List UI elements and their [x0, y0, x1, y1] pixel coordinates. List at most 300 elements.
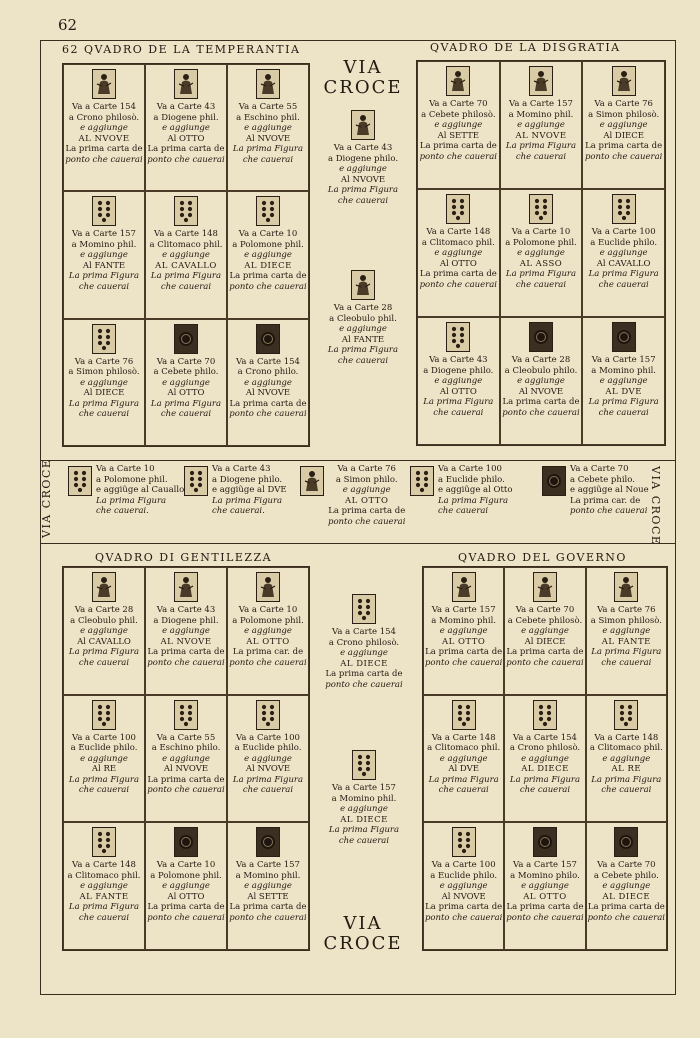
entry-line: Va a Carte 70 [515, 605, 575, 615]
entry-line: che cauerai [338, 835, 390, 846]
entry-line: La prima Figura [68, 647, 140, 657]
entry-line: ponto che cauerai [584, 151, 663, 162]
entry-line: Al SETTE [437, 130, 479, 141]
pip-card-icon [68, 466, 92, 496]
entry-line: ponto che cauerai [229, 912, 307, 923]
entry-line: La prima carta de [425, 902, 503, 913]
entry-line: che cauerai [433, 407, 484, 418]
figure-card-icon [452, 572, 476, 602]
entry-line: a Momino phil. [431, 615, 497, 626]
entry-line: a Momino philo. [510, 870, 580, 881]
entry-line: a Diogene phil. [153, 615, 219, 626]
quadrant-cell [500, 61, 583, 189]
entry-line: a Cebete philo. [593, 870, 659, 881]
quadrant-cell [582, 61, 665, 189]
entry-line: Va a Carte 100 [591, 227, 656, 237]
pip-card-icon [452, 700, 476, 730]
pip-card-icon [352, 750, 376, 780]
entry-line: Al NVOVE [245, 764, 291, 775]
entry-line: AL CAVALLO [155, 260, 217, 271]
entry-line: e aggiunge [162, 250, 210, 261]
figure-card-icon [92, 69, 116, 99]
entry-line: Va a Carte 70 [156, 356, 216, 367]
coin-card-icon [529, 322, 553, 352]
quadrant-title: QVADRO DI GENTILEZZA [95, 551, 273, 564]
entry-line: AL DIECE [340, 658, 388, 669]
entry-line: ponto che cauerai [147, 785, 225, 796]
entry-line: La prima Figura [68, 774, 140, 785]
entry-line: a Diogene philo. [327, 153, 399, 164]
entry-line: AL NVOVE [515, 130, 567, 141]
entry-line: ponto che cauerai [229, 409, 307, 420]
entry-line: Va a Carte 100 [236, 732, 300, 743]
pip-card-icon [446, 194, 470, 224]
band-entry [410, 464, 512, 517]
coin-card-icon [256, 324, 280, 354]
entry-line: Va a Carte 70 [570, 464, 629, 474]
entry-line: e aggiunge [342, 485, 391, 495]
entry-line: La prima carta de [506, 647, 584, 657]
coin-card-icon [174, 324, 198, 354]
entry-line: e aggiunge [434, 120, 483, 130]
figure-card-icon [614, 572, 638, 602]
entry-line: La prima carta de [147, 647, 225, 657]
entry-line: La prima carta de [425, 647, 503, 657]
figure-card-icon [92, 572, 116, 602]
pip-card-icon [614, 700, 638, 730]
quadrant-cell [63, 567, 145, 695]
entry-line: AL FANTE [79, 891, 129, 902]
entry-line: che cauerai [337, 195, 389, 206]
entry-line: Va a Carte 28 [74, 605, 134, 615]
entry-line: a Clitomaco phil. [427, 743, 501, 754]
entry-line: e aggiunge [244, 626, 292, 636]
entry-line: e aggiunge [80, 377, 128, 388]
entry-line: Al NVOVE [518, 386, 564, 397]
entry-line: e aggiunge [244, 123, 292, 133]
pip-card-icon [452, 827, 476, 857]
entry-line: ponto che cauerai [325, 679, 403, 690]
entry-line: La prima Figura [588, 397, 659, 407]
entry-line: Va a Carte 43 [212, 464, 271, 474]
entry-line: La prima carta de [229, 902, 307, 913]
entry-line: e aggiunge [521, 881, 569, 892]
entry-line: Al DIECE [83, 388, 125, 399]
band-entry [542, 464, 649, 517]
entry-line: che cauerai [78, 912, 130, 923]
entry-line: ponto che cauerai [419, 151, 498, 162]
entry-line: a Diogene philo. [423, 365, 494, 376]
entry-line: ponto che cauerai [229, 281, 307, 292]
entry-line: che cauerai [242, 785, 294, 796]
entry-line: e aggiunge [517, 248, 565, 258]
quadrant-cell [63, 191, 145, 318]
entry-line: Al FANTE [341, 334, 385, 345]
pip-card-icon [92, 196, 116, 226]
entry-line: e aggiunge [434, 248, 483, 258]
entry-line: e aggiunge [599, 376, 648, 386]
entry-line: a Euclide philo. [590, 237, 658, 248]
entry-line: Al CAVALLO [77, 636, 131, 647]
pip-card-icon [446, 322, 470, 352]
quadrant-cell [63, 822, 145, 950]
quadrant-cell [145, 822, 227, 950]
entry-line: a Clitomaco phil. [589, 743, 663, 754]
croce-word: CROCE [323, 77, 403, 98]
entry-line: Al NVOVE [340, 174, 386, 185]
figure-card-icon [612, 66, 636, 96]
entry-line: La prima Figura [327, 185, 399, 195]
quadrant-cell [145, 567, 227, 695]
entry-line: Va a Carte 10 [511, 227, 571, 237]
entry-line: La prima carta de [506, 902, 584, 913]
entry-line: a Eschino phil. [236, 112, 300, 123]
croce-word: CROCE [323, 933, 403, 954]
entry-line: Va a Carte 148 [431, 732, 496, 743]
entry-line: e aggiunge [602, 626, 651, 636]
entry-line: e aggiunge [439, 753, 488, 764]
quadrant-cell [63, 695, 145, 823]
quadrant-disgratia [416, 60, 666, 446]
entry-line: La prima Figura [505, 269, 577, 279]
pip-card-icon [92, 700, 116, 730]
entry-line: a Polomone phil. [232, 239, 304, 250]
entry-line: e aggiunge [339, 164, 387, 174]
entry-line: Va a Carte 154 [332, 627, 396, 637]
entry-line: che cauerai [438, 785, 489, 796]
quadrant-cell [586, 822, 667, 950]
entry-line: Al DIECE [524, 636, 566, 647]
entry-line: La prima carta de [65, 144, 143, 154]
entry-line: La prima Figura [232, 774, 304, 785]
entry-line: AL DIECE [521, 764, 569, 775]
quadrant-cell [504, 695, 585, 823]
entry-line: e aggiũge al Noue [570, 485, 649, 495]
quadrant-title: 62 QVADRO DE LA TEMPERANTIA [62, 43, 301, 56]
entry-line: che cauerai [601, 657, 652, 668]
entry-line: Al OTTO [167, 388, 205, 399]
entry-line: AL NVOVE [160, 636, 212, 647]
coin-card-icon [612, 322, 636, 352]
entry-line: Al OTTO [167, 891, 205, 902]
entry-line: Va a Carte 157 [431, 605, 496, 615]
entry-line: La prima Figura [232, 144, 304, 154]
entry-line: La prima Figura [150, 398, 222, 409]
entry-line: Al DIECE [603, 130, 644, 141]
entry-line: Va a Carte 76 [337, 464, 396, 474]
entry-line: Al RE [91, 764, 117, 775]
entry-line: La prima carta de [147, 902, 225, 913]
entry-line: e aggiunge [162, 626, 210, 636]
entry-line: e aggiunge [244, 881, 292, 892]
entry-line: La prima Figura [68, 271, 140, 282]
center-entry [315, 270, 411, 366]
entry-line: Va a Carte 10 [238, 229, 298, 240]
entry-line: ponto che cauerai [570, 506, 648, 516]
entry-line: Va a Carte 76 [597, 605, 656, 615]
entry-line: e aggiunge [244, 250, 292, 261]
figure-card-icon [174, 572, 198, 602]
entry-line: a Momino phil. [331, 793, 397, 804]
entry-line: a Cleobulo phil. [329, 313, 397, 324]
entry-line: Al NVOVE [441, 891, 486, 902]
entry-line: Va a Carte 157 [236, 860, 300, 871]
entry-line: a Clitomaco phil. [67, 870, 141, 881]
entry-line: La prima car. de [232, 647, 304, 657]
entry-line: Va a Carte 10 [96, 464, 155, 474]
coin-card-icon [614, 827, 638, 857]
entry-line: La prima Figura [96, 495, 167, 506]
entry-line: Al OTTO [167, 133, 205, 144]
entry-line: La prima carta de [147, 144, 225, 154]
entry-line: e aggiunge [162, 753, 210, 764]
entry-line: che cauerai [515, 151, 567, 162]
entry-line: e aggiunge [80, 123, 128, 133]
entry-line: a Momino phil. [508, 109, 574, 120]
entry-line: La prima Figura [591, 774, 662, 785]
entry-line: Va a Carte 148 [154, 229, 218, 240]
entry-line: Va a Carte 157 [591, 355, 656, 365]
entry-line: a Simon philosò. [68, 367, 140, 378]
entry-line: Va a Carte 100 [431, 860, 496, 871]
pip-card-icon [612, 194, 636, 224]
entry-line: AL DIECE [244, 260, 292, 271]
entry-line: e aggiunge [80, 753, 128, 764]
entry-line: La prima Figura [428, 774, 499, 785]
entry-line: a Clitomaco phil. [149, 239, 223, 250]
entry-line: Va a Carte 43 [429, 355, 488, 365]
entry-line: che cauerai [515, 279, 567, 290]
quadrant-cell [586, 567, 667, 695]
entry-line: a Polomone phil. [232, 615, 304, 626]
pip-card-icon [184, 466, 208, 496]
entry-line: La prima carta de [419, 141, 497, 151]
figure-card-icon [446, 66, 470, 96]
entry-line: a Momino phil. [235, 870, 301, 881]
quadrant-cell [504, 567, 585, 695]
entry-line: a Simon philosò. [590, 615, 662, 626]
entry-line: a Cebete philo. [153, 367, 219, 378]
coin-card-icon [533, 827, 557, 857]
entry-line: AL FANTE [601, 636, 651, 647]
quadrant-cell [582, 317, 665, 445]
entry-line: a Clitomaco phil. [421, 237, 495, 248]
entry-line: La prima Figura [68, 398, 140, 409]
entry-line: AL OTTO [441, 636, 486, 647]
pip-card-icon [529, 194, 553, 224]
quadrant-cell [63, 64, 145, 191]
band-entry-text [570, 464, 649, 517]
entry-line: Va a Carte 70 [429, 99, 488, 109]
entry-line: a Cebete philosò. [421, 109, 496, 120]
entry-line: a Momino phil. [71, 239, 137, 250]
band-entry-text [438, 464, 512, 517]
entry-line: ponto che cauerai [65, 154, 143, 165]
coin-card-icon [174, 827, 198, 857]
entry-line: Va a Carte 43 [156, 605, 216, 615]
entry-line: Va a Carte 70 [597, 860, 656, 871]
entry-line: La prima carta de [419, 269, 497, 279]
entry-line: a Diogene phil. [153, 112, 219, 123]
entry-line: La prima Figura [328, 825, 400, 835]
pip-card-icon [533, 700, 557, 730]
coin-card-icon [256, 827, 280, 857]
quadrant-cell [63, 319, 145, 446]
entry-line: Al FANTE [82, 260, 126, 271]
quadrant-cell [417, 317, 500, 445]
entry-line: a Polomone phil. [505, 237, 577, 248]
entry-line: AL OTTO [246, 636, 290, 647]
entry-line: che cauerai [601, 785, 652, 796]
entry-line: Al NVOVE [163, 764, 209, 775]
entry-line: e aggiunge [80, 626, 128, 636]
quadrant-cell [227, 567, 309, 695]
entry-line: Va a Carte 76 [74, 356, 134, 367]
entry-line: a Cebete philosò. [507, 615, 583, 626]
entry-line: e aggiunge [244, 377, 292, 388]
entry-line: Al CAVALLO [596, 258, 651, 269]
entry-line: La prima carta de [502, 397, 580, 407]
figure-card-icon [529, 66, 553, 96]
figure-card-icon [256, 572, 280, 602]
entry-line: Va a Carte 154 [513, 732, 577, 743]
quadrant-title: QVADRO DEL GOVERNO [458, 551, 627, 564]
entry-line: Va a Carte 43 [156, 102, 216, 112]
via-croce-heading [318, 58, 408, 98]
quadrant-cell [145, 695, 227, 823]
entry-line: e aggiunge [599, 248, 648, 258]
figure-card-icon [351, 270, 375, 300]
pip-card-icon [256, 196, 280, 226]
entry-line: ponto che cauerai [328, 516, 406, 527]
band-entry [184, 464, 287, 517]
entry-line: La prima Figura [509, 774, 581, 785]
entry-line: e aggiunge [339, 324, 387, 334]
quadrant-cell [227, 64, 309, 191]
entry-line: a Simon philosò. [588, 109, 660, 120]
entry-line: Va a Carte 157 [332, 783, 396, 793]
entry-line: che cauerai [519, 785, 571, 796]
entry-line: a Polomone phil. [96, 474, 168, 485]
entry-line: La prima Figura [591, 647, 662, 657]
quadrant-cell [423, 822, 504, 950]
entry-line: che cauerai [438, 506, 489, 516]
quadrant-cell [423, 695, 504, 823]
entry-line: e aggiunge [517, 376, 565, 386]
center-entry [318, 750, 410, 846]
entry-line: Va a Carte 148 [426, 227, 491, 237]
entry-line: e aggiunge [80, 250, 128, 261]
entry-line: a Crono philosò. [509, 743, 581, 754]
entry-line: Al NVOVE [245, 388, 291, 399]
via-croce-vertical-right: VIA CROCE [649, 466, 662, 546]
entry-line: a Euclide philo. [430, 870, 498, 881]
quadrant-cell [586, 695, 667, 823]
entry-line: ponto che cauerai [147, 657, 225, 668]
entry-line: che cauerai [78, 281, 130, 292]
entry-line: e aggiunge [244, 753, 292, 764]
entry-line: a Polomone phil. [150, 870, 222, 881]
entry-line: e aggiunge [340, 648, 388, 658]
entry-line: Al OTTO [439, 386, 477, 397]
entry-line: che cauerai [160, 281, 212, 292]
entry-line: La prima carta de [229, 398, 307, 409]
figure-card-icon [256, 69, 280, 99]
entry-line: e aggiunge [602, 753, 651, 764]
pip-card-icon [92, 324, 116, 354]
figure-card-icon [351, 110, 375, 140]
entry-line: ponto che cauerai [424, 657, 503, 668]
entry-line: ponto che cauerai [419, 279, 498, 290]
entry-line: e aggiunge [439, 626, 488, 636]
entry-line: e aggiunge [80, 881, 128, 892]
entry-line: La prima carta de [585, 141, 663, 151]
via-croce-vertical-left: VIA CROCE [40, 458, 53, 538]
quadrant-cell [417, 61, 500, 189]
entry-line: e aggiũge al DVE [212, 485, 287, 495]
entry-line: La prima Figura [68, 902, 140, 913]
entry-line: a Crono philo. [237, 367, 299, 378]
quadrant-cell [227, 695, 309, 823]
pip-card-icon [92, 827, 116, 857]
entry-line: Va a Carte 154 [72, 102, 136, 112]
entry-line: che cauerai [78, 409, 130, 420]
quadrant-temperantia [62, 63, 310, 447]
entry-line: La prima carta de [587, 902, 665, 913]
page-number: 62 [58, 16, 78, 34]
entry-line: Va a Carte 55 [156, 732, 216, 743]
entry-line: La prima Figura [423, 397, 494, 407]
entry-line: Va a Carte 157 [509, 99, 573, 109]
pip-card-icon [352, 594, 376, 624]
entry-line: e aggiunge [434, 376, 483, 386]
entry-line: AL DVE [605, 386, 642, 397]
band-entry-text [212, 464, 287, 517]
quadrant-cell [423, 567, 504, 695]
quadrant-cell [145, 191, 227, 318]
entry-line: Va a Carte 76 [594, 99, 653, 109]
entry-line: La prima carta de [325, 669, 403, 679]
quadrant-cell [145, 319, 227, 446]
entry-line: e aggiũge al Otto [438, 485, 513, 495]
entry-line: Va a Carte 10 [156, 860, 216, 871]
entry-line: Va a Carte 157 [513, 860, 577, 871]
entry-line: che cauerai. [212, 506, 265, 516]
entry-line: a Eschino philo. [151, 743, 221, 754]
pip-card-icon [256, 700, 280, 730]
entry-line: e aggiunge [521, 626, 569, 636]
entry-line: Va a Carte 28 [511, 355, 571, 365]
entry-line: Al NVOVE [245, 133, 291, 144]
pip-card-icon [174, 700, 198, 730]
entry-line: La prima Figura [327, 345, 399, 355]
entry-line: La prima Figura [212, 495, 283, 506]
entry-line: La prima Figura [505, 141, 577, 151]
entry-line: ponto che cauerai [506, 912, 584, 923]
entry-line: a Diogene philo. [212, 474, 283, 485]
quadrant-cell [582, 189, 665, 317]
entry-line: a Simon philo. [335, 474, 398, 485]
via-word: VIA [343, 913, 383, 934]
entry-line: Va a Carte 154 [236, 356, 300, 367]
pip-card-icon [174, 196, 198, 226]
quadrant-cell [145, 64, 227, 191]
entry-line: ponto che cauerai [147, 154, 225, 165]
figure-card-icon [300, 466, 324, 496]
entry-line: La prima carta de [229, 271, 307, 282]
entry-line: La prima Figura [588, 269, 659, 279]
entry-line: Va a Carte 100 [438, 464, 502, 474]
